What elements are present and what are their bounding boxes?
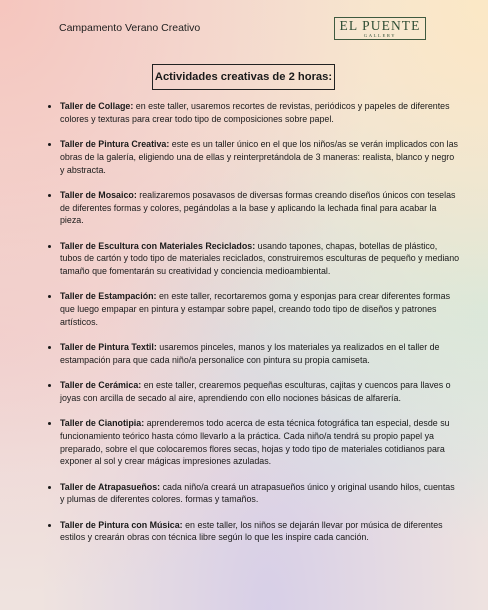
list-item — [60, 240, 460, 278]
list-item — [60, 519, 460, 545]
activity-description: usando tapones, chapas, botellas de plástico, tubos de cartón y todo tipo de materiales reciclados, construiremos esculturas de pequeño y mediano tamaño que fomentarán su creatividad y conciencia medioambiental. — [60, 240, 460, 277]
activity-description: cada niño/a creará un atrapasueños único y original usando hilos, cuentas y plumas de diferentes colores. formas y tamaños. — [60, 481, 455, 505]
section-heading: Actividades creativas de 2 horas: — [152, 64, 335, 90]
activity-description: en este taller, los niños se dejarán llevar por música de diferentes estilos y crearán obras con técnica libre según lo que les inspire cada canción. — [60, 519, 443, 543]
gallery-logo — [334, 17, 426, 40]
activity-name: Taller de Pintura con Música: — [60, 519, 183, 530]
list-item — [60, 189, 460, 227]
activity-description: aprenderemos todo acerca de esta técnica fotográfica tan especial, desde su funcionamiento teórico hasta cómo llevarlo a la práctica. Cada niño/a tendrá su propio papel ya preparado, sobre el que colocaremos flores secas, hojas y todo tipo de materiales cotidianos para exponer al sol y crear mágicas impresiones azuladas. — [60, 418, 450, 467]
activity-description: usaremos pinceles, manos y los materiales ya realizados en el taller de estampación para que cada niño/a personalice con pintura su propia camiseta. — [60, 342, 440, 365]
page-header-title: Campamento Verano Creativo — [59, 22, 201, 34]
activity-description: este es un taller único en el que los niños/as se verán implicados con las obras de la galería, eligiendo una de ellas y reinterpretándola de 3 maneras: realista, blanco y negro y abstracta. — [60, 138, 458, 175]
logo-main-text: EL PUENTE — [339, 18, 421, 33]
activity-name: Taller de Cerámica: — [60, 380, 142, 391]
list-item — [60, 379, 460, 405]
activity-description: en este taller, usaremos recortes de revistas, periódicos y papeles de diferentes colores y texturas para crear todo tipo de composiciones sobre papel. — [60, 101, 450, 124]
logo-sub-text: GALLERY — [363, 33, 397, 38]
activity-description: en este taller, recortaremos goma y esponjas para crear diferentes formas que luego empapar en pintura y estampar sobre papel, creando todo tipo de diseños y patrones artísticos. — [60, 291, 451, 327]
activity-name: Taller de Estampación: — [60, 291, 157, 302]
list-item — [60, 290, 460, 328]
activity-description: realizaremos posavasos de diversas formas creando diseños únicos con teselas de diferentes formas y colores, pegándolas a la base y aplicando la lechada final para acabar la pieza. — [60, 189, 456, 226]
activity-name: Taller de Collage: — [60, 101, 134, 111]
activity-name: Taller de Escultura con Materiales Reciclados: — [60, 240, 256, 251]
list-item — [60, 417, 460, 468]
list-item — [60, 341, 460, 367]
activity-name: Taller de Pintura Textil: — [60, 342, 157, 353]
list-item — [60, 481, 460, 507]
activity-name: Taller de Atrapasueños: — [60, 481, 161, 492]
list-item — [60, 138, 460, 176]
list-item — [60, 100, 460, 126]
activity-name: Taller de Cianotipia: — [60, 418, 145, 429]
activity-description: en este taller, crearemos pequeñas esculturas, cajitas y cuencos para llaves o joyas con arcilla de secado al aire, aprendiendo con ello nociones básicas de alfarería. — [60, 380, 451, 403]
activity-list — [46, 100, 460, 557]
activity-name: Taller de Mosaico: — [60, 189, 137, 200]
activity-name: Taller de Pintura Creativa: — [60, 138, 170, 149]
